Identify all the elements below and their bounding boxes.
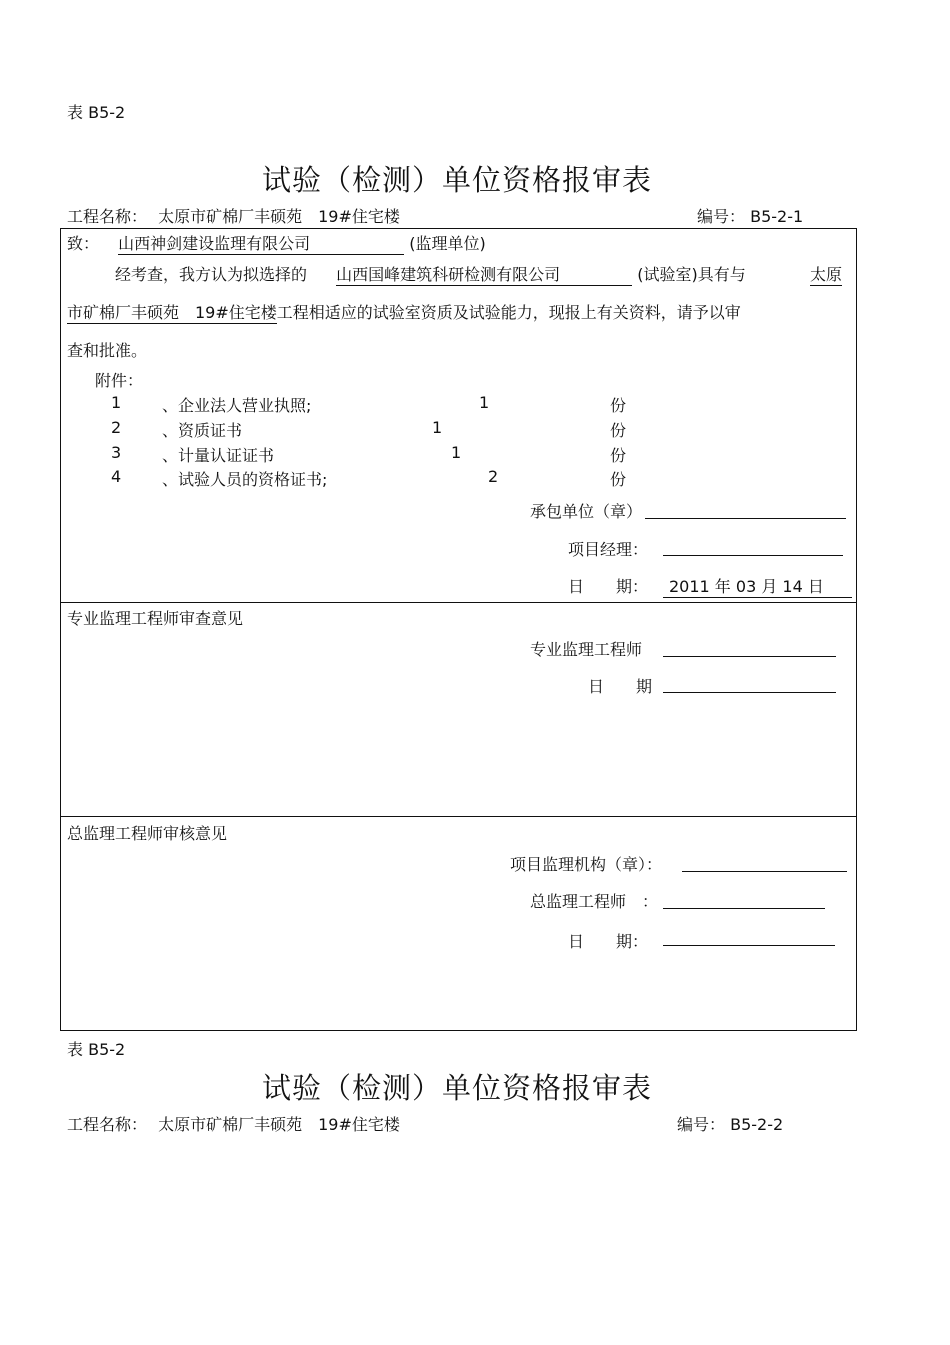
section-title-chief-review: 总监理工程师审核意见 — [67, 824, 228, 843]
attachment-name: 、资质证书 — [162, 421, 243, 440]
section-title-engineer-review: 专业监理工程师审查意见 — [67, 609, 244, 628]
contractor-label: 承包单位（章） — [530, 502, 643, 521]
attachment-num: 4 — [111, 467, 122, 486]
attachment-count: 1 — [432, 418, 443, 437]
org-signature-line[interactable] — [682, 871, 847, 872]
engineer-label: 专业监理工程师 — [530, 640, 643, 659]
attachment-unit: 份 — [610, 396, 627, 415]
page-title: 试验（检测）单位资格报审表 — [262, 1071, 653, 1105]
number-label: 编号： — [677, 1115, 726, 1134]
body-suffix: 工程相适应的试验室资质及试验能力，现报上有关资料，请予以审 — [276, 303, 741, 322]
body-line-1 — [115, 262, 746, 286]
form-number-row — [677, 1112, 783, 1135]
attachment-unit: 份 — [610, 470, 627, 489]
engineer-signature-line[interactable] — [663, 656, 836, 657]
form-table — [60, 228, 857, 1031]
project-name-part2: 市矿棉厂丰硕苑 19#住宅楼 — [67, 300, 277, 324]
project-name: 太原市矿棉厂丰硕苑 19#住宅楼 — [158, 1115, 400, 1134]
to-label: 致： — [67, 234, 100, 253]
body-line-3: 查和批准。 — [67, 341, 148, 360]
supervisor-name: 山西神剑建设监理有限公司 — [118, 231, 404, 255]
project-name-row — [67, 204, 400, 227]
number-label: 编号： — [697, 207, 746, 226]
date-label: 日 期： — [568, 932, 649, 951]
page-title: 试验（检测）单位资格报审表 — [262, 163, 653, 197]
section-divider — [60, 602, 857, 603]
section-divider — [60, 816, 857, 817]
project-label: 工程名称： — [67, 1115, 148, 1134]
form-number-row — [697, 204, 803, 227]
chief-label: 总监理工程师 ： — [530, 892, 659, 911]
to-row — [67, 231, 486, 255]
form-id: 表 B5-2 — [67, 103, 126, 122]
attachment-count: 2 — [488, 467, 499, 486]
lab-suffix: (试验室)具有与 — [637, 265, 746, 284]
attachment-unit: 份 — [610, 421, 627, 440]
contractor-signature-line[interactable] — [645, 518, 846, 519]
project-label: 工程名称： — [67, 207, 148, 226]
date-label: 日 期： — [568, 577, 649, 596]
org-label: 项目监理机构（章）： — [510, 855, 663, 874]
chief-signature-line[interactable] — [663, 908, 825, 909]
attachment-name: 、计量认证证书 — [162, 446, 275, 465]
attachment-unit: 份 — [610, 446, 627, 465]
date-line[interactable] — [663, 692, 836, 693]
attachment-num: 2 — [111, 418, 122, 437]
body-line-2 — [67, 300, 741, 324]
attachment-num: 3 — [111, 443, 122, 462]
body-prefix: 经考查，我方认为拟选择的 — [115, 265, 308, 284]
pm-signature-line[interactable] — [663, 555, 843, 556]
project-name-part1: 太原 — [810, 262, 842, 286]
form-id: 表 B5-2 — [67, 1040, 126, 1059]
attachment-count: 1 — [451, 443, 462, 462]
form-number: B5-2-2 — [730, 1115, 784, 1134]
attachment-count: 1 — [479, 393, 490, 412]
pm-label: 项目经理： — [568, 540, 649, 559]
lab-name: 山西国峰建筑科研检测有限公司 — [336, 262, 632, 286]
date-label: 日 期 — [588, 677, 653, 696]
date-value: 2011 年 03 月 14 日 — [663, 574, 852, 598]
project-name-row — [67, 1112, 400, 1135]
attachment-num: 1 — [111, 393, 122, 412]
attachment-name: 、企业法人营业执照; — [162, 396, 312, 415]
attachments-label: 附件： — [95, 371, 144, 390]
form-number: B5-2-1 — [750, 207, 804, 226]
date-line[interactable] — [663, 945, 835, 946]
supervisor-suffix: (监理单位) — [409, 234, 486, 253]
attachment-name: 、试验人员的资格证书; — [162, 470, 328, 489]
project-name: 太原市矿棉厂丰硕苑 19#住宅楼 — [158, 207, 400, 226]
